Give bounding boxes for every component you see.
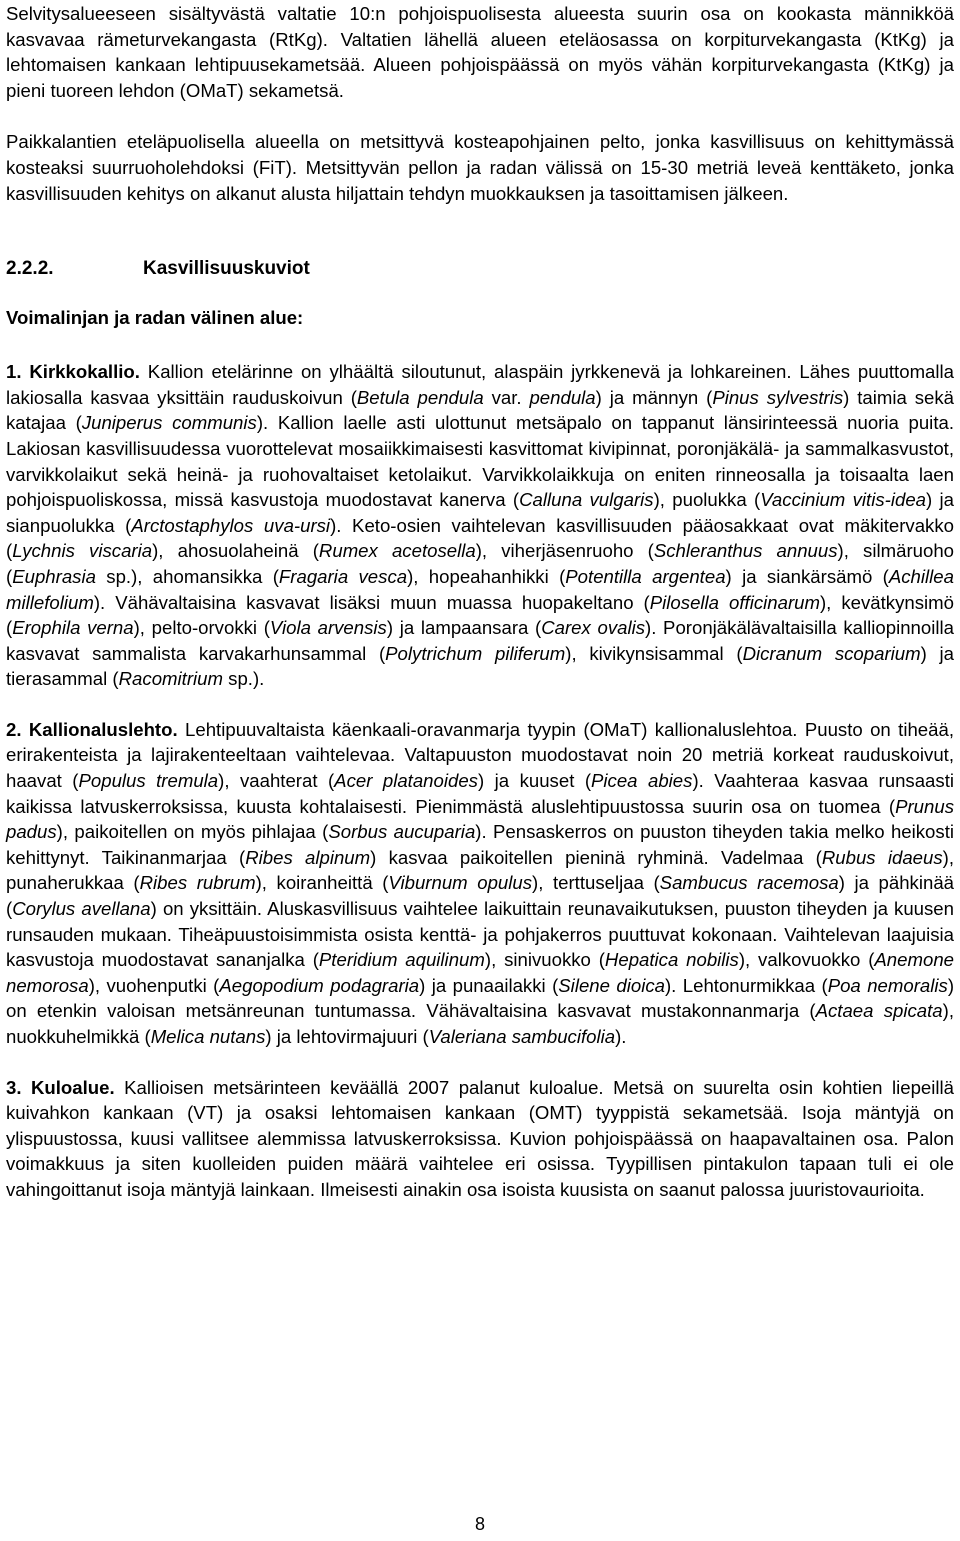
species-name: Pilosella officinarum xyxy=(649,591,820,613)
text-run: ). Vaahteraa kasvaa runsaasti kaikissa latvuskerroksissa, kuusta kohtalaisesti. Pienimmästä aluslehtipuustossa suurin osa on tuomea ( xyxy=(6,770,954,817)
text-run: ) ja kuuset ( xyxy=(477,770,592,792)
text-run: ). Vähävaltaisina kasvavat lisäksi muun muassa huopakeltano ( xyxy=(93,591,650,613)
species-name: Corylus avellana xyxy=(12,898,151,920)
text-run: ) ja pähkinää ( xyxy=(6,872,954,920)
text-run: ). Keto-osien vaihtelevan kasvillisuuden pääosakkaat ovat mäkitervakko ( xyxy=(6,514,954,562)
intro-paragraph-2 xyxy=(6,129,954,206)
species-name: Dicranum scoparium xyxy=(742,642,921,664)
text-run: ), punaherukkaa ( xyxy=(6,846,955,894)
species-name: Schleranthus annuus xyxy=(653,540,838,562)
vegetation-item-3 xyxy=(6,1075,954,1203)
text-run: ). Pensaskerros on puuston tiheyden takia melko heikosti kehittynyt. Taikinanmarjaa ( xyxy=(6,821,954,868)
species-name: Silene dioica xyxy=(558,974,665,996)
species-name: Sorbus aucuparia xyxy=(328,821,476,843)
text-run: ) on yksittäin. Aluskasvillisuus vaihtelee laikuittain reunavaikutuksen, puuston tiheyden ja kuusen runsauden mukaan. Tiheäpuustoisimmista osista kenttä- ja pohjakerros puuttuvat kokonaan. Vaihtelevan laajuisia kasvustoja muodostavat sananjalka ( xyxy=(6,898,954,971)
species-name: Prunus padus xyxy=(6,795,954,843)
text-run: ), paikoitellen on myös pihlajaa ( xyxy=(56,821,329,843)
species-name: Polytrichum piliferum xyxy=(385,642,566,664)
text-run: ) taimia sekä katajaa ( xyxy=(6,386,954,434)
vegetation-item-1 xyxy=(6,359,954,692)
text-run: ). xyxy=(615,1026,627,1047)
text-run: ) ja tierasammal ( xyxy=(6,642,954,690)
text-run: ) ja siankärsämö ( xyxy=(725,565,889,587)
text-run: ), puolukka ( xyxy=(653,489,761,511)
text-run: ), kivikynsisammal ( xyxy=(565,642,743,664)
species-name: Racomitrium xyxy=(118,668,223,690)
text-run: ), vaahterat ( xyxy=(218,770,335,792)
species-name: Viburnum opulus xyxy=(388,872,533,894)
text-run: var. xyxy=(483,386,530,408)
item-title: 2. Kallionaluslehto. xyxy=(6,718,178,740)
species-name: Vaccinium vitis-idea xyxy=(760,489,926,511)
species-name: Calluna vulgaris xyxy=(519,489,654,511)
species-name: Arctostaphylos uva-ursi xyxy=(131,514,331,536)
text-run: ), silmäruoho ( xyxy=(6,540,954,587)
subheading: Voimalinjan ja radan välinen alue: xyxy=(6,307,304,329)
species-name: Poa nemoralis xyxy=(827,974,948,996)
text-run: ), nuokkuhelmikkä ( xyxy=(6,1000,954,1047)
species-name: Viola arvensis xyxy=(269,617,387,639)
text-run: ) ja lampaansara ( xyxy=(386,617,542,639)
section-title: Kasvillisuuskuviot xyxy=(143,258,310,280)
text-run: ), viherjäsenruoho ( xyxy=(475,540,654,562)
text-run: ), kevätkynsimö ( xyxy=(6,591,954,639)
text-run: sp.). xyxy=(222,668,265,690)
text-run: ) ja sianpuolukka ( xyxy=(6,489,954,536)
species-name: Carex ovalis xyxy=(541,617,646,639)
text-run: ), pelto-orvokki ( xyxy=(133,617,270,639)
text-run: ), valkovuokko ( xyxy=(738,949,875,971)
text-run: ), vuohenputki ( xyxy=(88,974,220,996)
species-name: Pinus sylvestris xyxy=(712,386,844,408)
text-run: sp.), ahomansikka ( xyxy=(95,565,279,587)
species-name: Anemone nemorosa xyxy=(6,949,955,996)
vegetation-item-2 xyxy=(6,717,954,1050)
text-run: ) ja punaailakki ( xyxy=(419,974,559,996)
species-name: Valeriana sambucifolia xyxy=(428,1026,616,1047)
species-name: pendula xyxy=(529,386,596,408)
species-name: Betula pendula xyxy=(356,386,484,408)
text-run: ) ja lehtovirmajuuri ( xyxy=(265,1026,429,1047)
intro-paragraph-1 xyxy=(6,1,954,103)
text-run: Kallion etelärinne on ylhäältä siloutunut, alaspäin jyrkkenevä ja lohkareinen. Lähes puuttomalla lakiosalla kasvaa yksittäin rauduskoivun ( xyxy=(6,361,954,408)
text-run: ). Poronjäkälävaltaisilla kalliopinnoilla kasvavat sammalista karvakarhunsammal ( xyxy=(6,617,954,664)
species-name: Acer platanoides xyxy=(334,770,478,792)
species-name: Lychnis viscaria xyxy=(12,540,153,562)
species-name: Rubus idaeus xyxy=(821,846,943,868)
document-page xyxy=(6,0,954,1203)
species-name: Pteridium aquilinum xyxy=(318,949,485,971)
species-name: Juniperus communis xyxy=(81,412,257,434)
species-name: Aegopodium podagraria xyxy=(219,974,420,996)
species-name: Ribes rubrum xyxy=(139,872,256,894)
item-title: 3. Kuloalue. xyxy=(6,1076,115,1098)
species-name: Melica nutans xyxy=(150,1026,266,1047)
species-name: Picea abies xyxy=(591,770,693,792)
text-run: Selvitysalueeseen sisältyvästä valtatie 10:n pohjoispuolisesta alueesta suurin osa on kookasta männikköä kasvavaa rämeturvekangasta (RtKg). Valtatien lähellä alueen eteläosassa on korpiturvekangasta (KtKg) ja lehtomaisen kankaan lehtipuusekametsää. Alueen pohjoispäässä on myös vähän korpiturvekangasta (KtKg) ja pieni tuoreen lehdon (OMaT) sekametsä. xyxy=(6,3,954,101)
text-run: Kallioisen metsärinteen keväällä 2007 palanut kuloalue. Metsä on suurelta osin kohtien liepeillä kuivahkon kankaan (VT) ja osaksi lehtomaisen kankaan (OMT) tyyppistä sekametsää. Isoja mäntyjä on ylispuustossa, kuusi vallitsee alemmissa latvuskerroksissa. Kuvion pohjoispäässä on haapavaltainen osa. Palon voimakkuus ja siten kuolleiden puiden määrä vaihtelee eri osissa. Tyypillisen pintakulon tapaan tuli ei ole vahingoittanut isoja mäntyjä lainkaan. Ilmeisesti ainakin osa isoista kuusista on saanut palossa juuristovaurioita. xyxy=(6,1076,954,1200)
species-name: Fragaria vesca xyxy=(278,565,408,587)
text-run: ) on etenkin valoisan metsänreunan tuntumassa. Vähävaltaisina kasvavat mustakonnanmarja ( xyxy=(6,974,955,1022)
text-run: ). Lehtonurmikkaa ( xyxy=(664,974,828,996)
section-heading xyxy=(6,256,954,282)
text-run: ), hopeahanhikki ( xyxy=(407,565,566,587)
species-name: Populus tremula xyxy=(78,770,219,792)
species-name: Rumex acetosella xyxy=(318,540,476,562)
text-run: ) ja männyn ( xyxy=(595,386,713,408)
text-run: Paikkalantien eteläpuolisella alueella on metsittyvä kosteapohjainen pelto, jonka kasvillisuus on kehittymässä kosteaksi suurruoholehdoksi (FiT). Metsittyvän pellon ja radan välissä on 15-30 metriä leveä kenttäketo, jonka kasvillisuuden kehitys on alkanut alusta hiljattain tehdyn muokkauksen ja tasoittamisen jälkeen. xyxy=(6,131,954,204)
section-number: 2.2.2. xyxy=(6,258,54,280)
species-name: Sambucus racemosa xyxy=(659,872,839,894)
text-run: ), sinivuokko ( xyxy=(484,949,605,971)
species-name: Potentilla argentea xyxy=(565,565,726,587)
species-name: Achillea millefolium xyxy=(6,565,954,613)
text-run: ). Kallion laelle asti ulottunut metsäpalo on tappanut länsirinteessä nuoria puita. Lakiosan kasvillisuudessa vuorottelevat mosaiikkimaisesti kasvittomat kivipinnat, poronjäkälä- ja sammalkasvustot, varvikkolaikut sekä heinä- ja ruohovaltaiset ketolaikut. Varvikkolaikkuja on eniten rinneosalla ja toisaalta laen pohjoispuoliskossa, missä kasvustoja muodostavat kanerva ( xyxy=(6,412,954,511)
species-name: Ribes alpinum xyxy=(245,846,371,868)
text-run: ), koiranheittä ( xyxy=(255,872,389,894)
text-run: Lehtipuuvaltaista käenkaali-oravanmarja tyypin (OMaT) kallionaluslehtoa. Puusto on tiheää, erirakenteista ja lajirakenteeltaan vaihtelevaa. Valtapuuston muodostavat noin 20 metriä korkeat rauduskoivut, haavat ( xyxy=(6,718,954,792)
intro-section xyxy=(6,1,954,206)
item-title: 1. Kirkkokallio. xyxy=(6,361,140,383)
species-name: Erophila verna xyxy=(12,617,134,639)
page-number: 8 xyxy=(474,1514,485,1534)
species-name: Euphrasia xyxy=(12,565,96,587)
text-run: ) kasvaa paikoitellen pieninä ryhminä. Vadelmaa ( xyxy=(370,846,822,868)
text-run: ), ahosuolaheinä ( xyxy=(152,540,319,562)
species-name: Hepatica nobilis xyxy=(604,949,739,971)
species-name: Actaea spicata xyxy=(815,1000,943,1022)
text-run: ), terttuseljaa ( xyxy=(532,872,660,894)
